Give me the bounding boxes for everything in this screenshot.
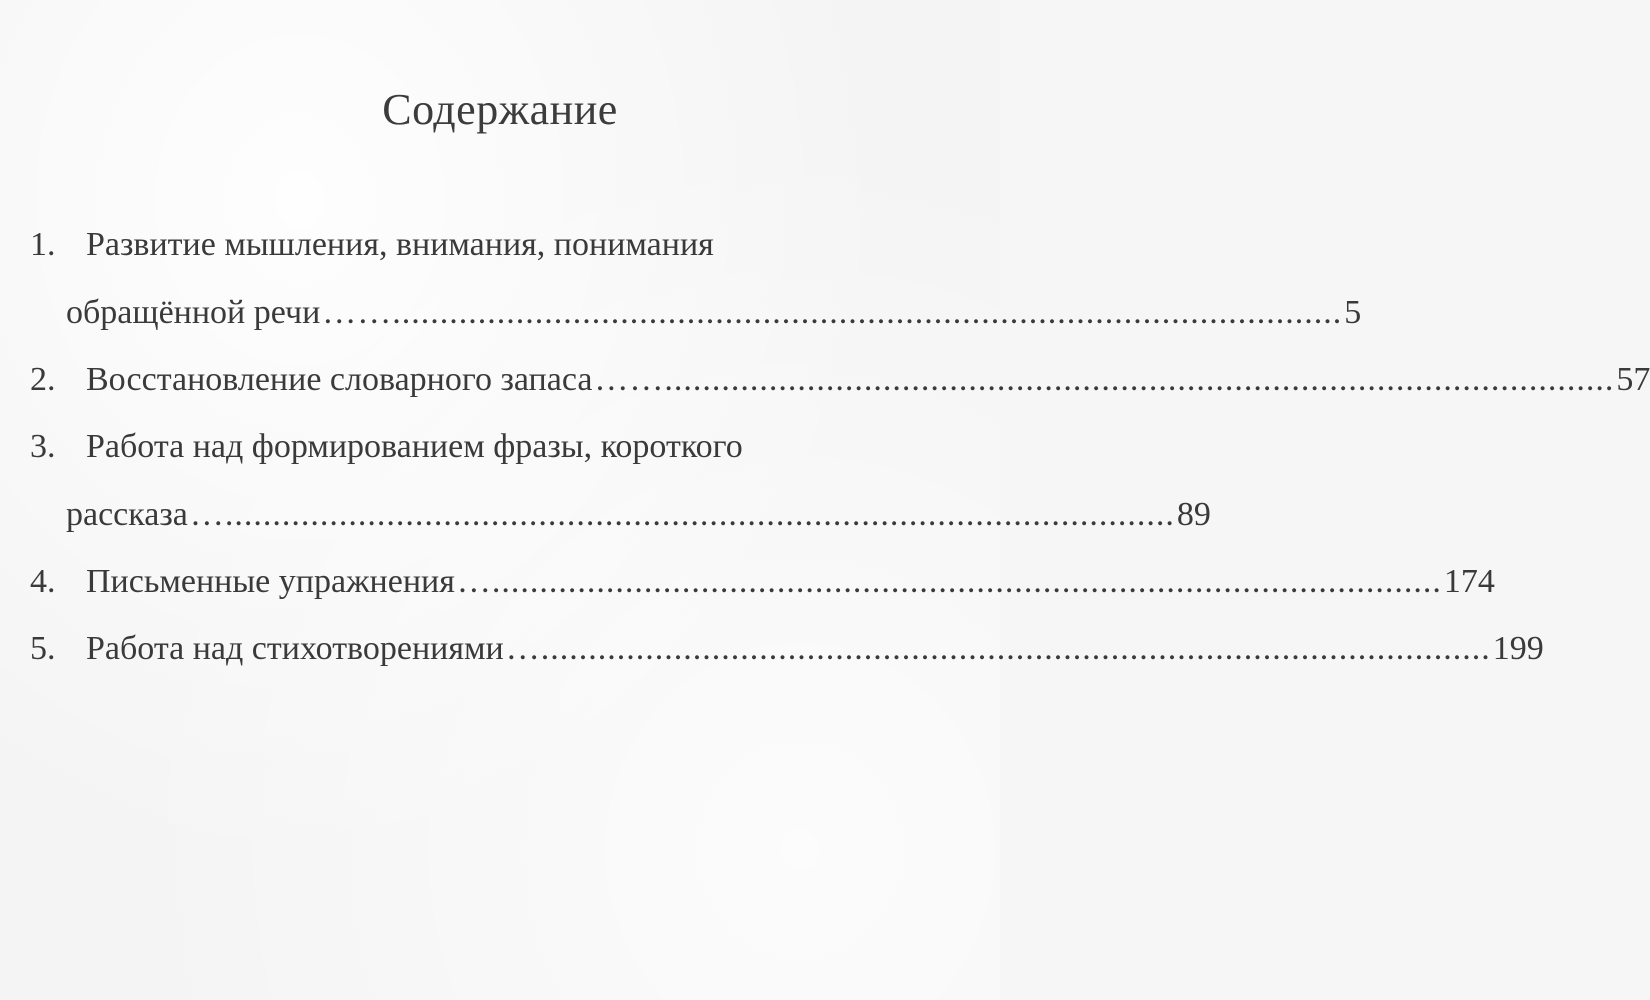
- toc-entry-number: 3.: [30, 428, 56, 465]
- dot-leader: …....................................................................................................: [505, 630, 1491, 667]
- leader-ellipsis: …: [189, 496, 225, 533]
- toc-page-number: 199: [1492, 630, 1544, 667]
- toc-page-number: 5: [1344, 294, 1362, 331]
- toc-entry-1-line-2: [66, 288, 1362, 338]
- toc-entry-title-continuation: рассказа: [66, 496, 188, 533]
- toc-entry-number: 1.: [30, 226, 56, 263]
- dot-leader: …....................................................................................................: [456, 563, 1442, 600]
- leader-ellipsis: …: [456, 563, 492, 600]
- toc-page-number: 89: [1176, 496, 1211, 533]
- dot-leader: ……....................................................................................................: [594, 361, 1615, 398]
- leader-ellipsis: …: [505, 630, 541, 667]
- toc-page-number: 174: [1443, 563, 1495, 600]
- leader-ellipsis: ……: [322, 294, 393, 331]
- toc-entry-number: 4.: [30, 563, 56, 600]
- toc-entry-title: Работа над стихотворениями: [86, 630, 504, 667]
- toc-entry-number: 5.: [30, 630, 56, 667]
- toc-entry-3-line-1: [30, 422, 940, 472]
- toc-entry-5: [30, 624, 1544, 674]
- toc-entry-number: 2.: [30, 361, 56, 398]
- toc-entry-title: Работа над формированием фразы, короткого: [86, 428, 743, 465]
- dot-leader: …....................................................................................................: [189, 496, 1175, 533]
- toc-entry-3-line-2: [66, 490, 1211, 540]
- dot-leader: ……....................................................................................................: [322, 294, 1343, 331]
- toc-entry-1-line-1: [30, 220, 940, 270]
- page-title: Содержание: [382, 85, 618, 134]
- toc-entry-title-continuation: обращённой речи: [66, 294, 321, 331]
- leader-ellipsis: ……: [594, 361, 665, 398]
- toc-entry-4: [30, 557, 1495, 607]
- toc-entry-title: Письменные упражнения: [86, 563, 455, 600]
- toc-entry-2: [30, 355, 1650, 405]
- toc-page-number: 57: [1616, 361, 1650, 398]
- toc-entry-title: Восстановление словарного запаса: [86, 361, 593, 398]
- toc-entry-title: Развитие мышления, внимания, понимания: [86, 226, 714, 263]
